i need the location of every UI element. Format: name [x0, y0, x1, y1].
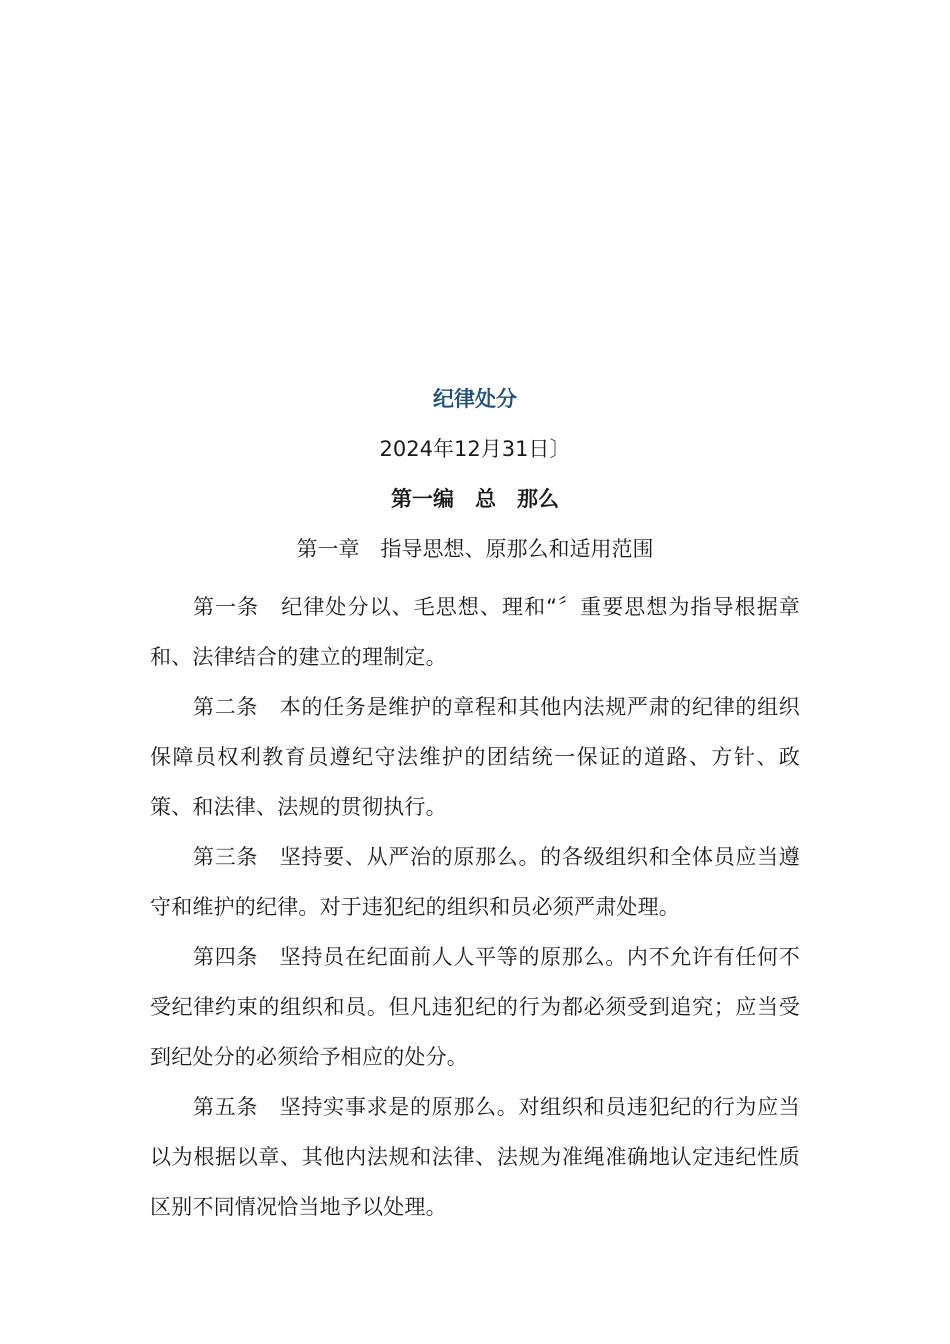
article-text: 坚持要、从严治的原那么。的各级组织和全体员应当遵守和维护的纪律。对于违犯纪的组织和员必须严肃处理。 — [150, 845, 800, 919]
article-number: 第一条 — [193, 595, 260, 619]
article-text: 坚持员在纪面前人人平等的原那么。内不允许有任何不受纪律约束的组织和员。但凡违犯纪的行为都必须受到追究；应当受到纪处分的必须给予相应的处分。 — [150, 945, 800, 1069]
document-title: 纪律处分 — [433, 387, 517, 411]
articles-list — [150, 582, 800, 1232]
part-title: 第一编 总 那么 — [391, 487, 559, 511]
document-date: 2024年12月31日〕 — [379, 437, 571, 461]
chapter-title: 第一章 指导思想、原那么和适用范围 — [296, 537, 654, 561]
article-4 — [150, 932, 800, 1082]
article-number: 第四条 — [193, 945, 259, 969]
article-text: 纪律处分以、毛思想、理和“〞重要思想为指导根据章和、法律结合的建立的理制定。 — [150, 595, 800, 669]
article-number: 第二条 — [193, 695, 259, 719]
article-1 — [150, 582, 800, 682]
article-text: 坚持实事求是的原那么。对组织和员违犯纪的行为应当以为根据以章、其他内法规和法律、法规为准绳准确地认定违纪性质区别不同情况恰当地予以处理。 — [150, 1095, 800, 1219]
article-number: 第五条 — [193, 1095, 259, 1119]
article-3 — [150, 832, 800, 932]
article-text: 本的任务是维护的章程和其他内法规严肃的纪律的组织保障员权利教育员遵纪守法维护的团结统一保证的道路、方针、政策、和法律、法规的贯彻执行。 — [150, 695, 800, 819]
article-5 — [150, 1082, 800, 1232]
article-number: 第三条 — [193, 845, 259, 869]
article-2 — [150, 682, 800, 832]
